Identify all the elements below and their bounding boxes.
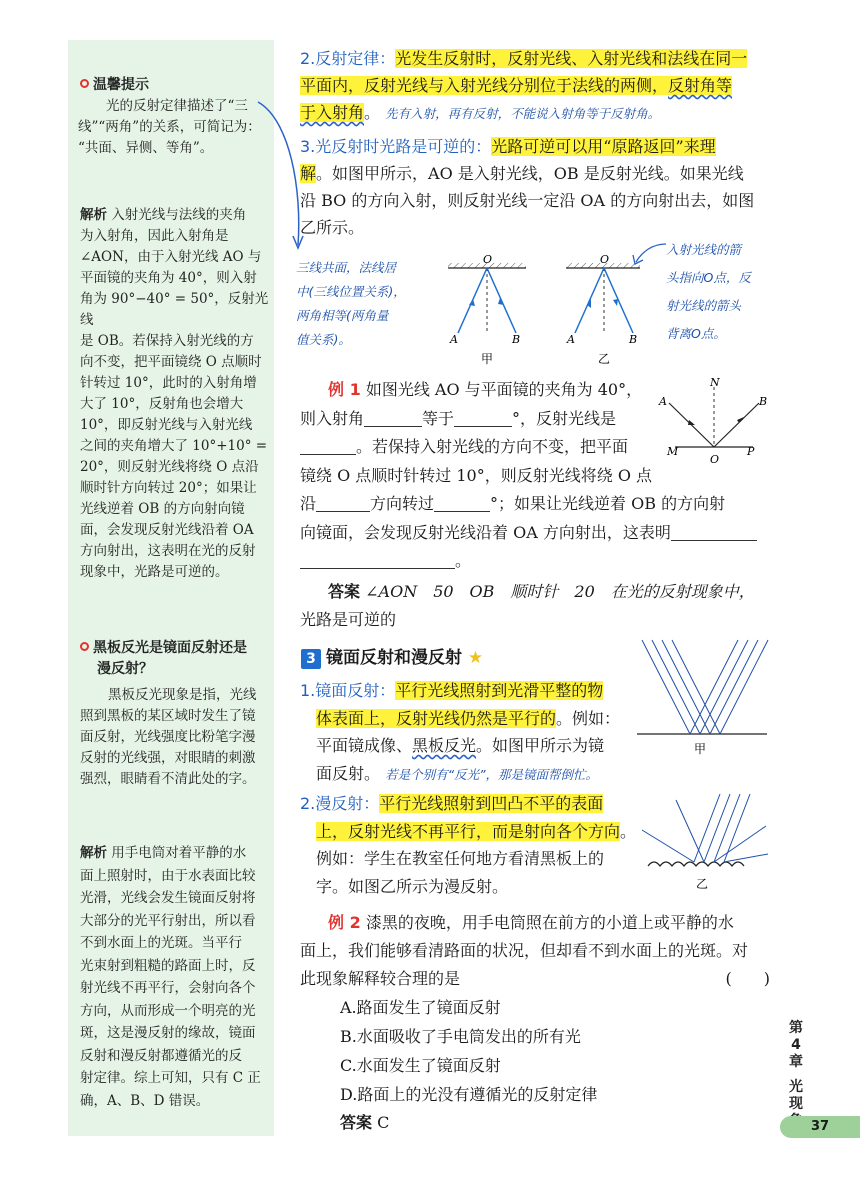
answer-blank[interactable] (364, 409, 422, 427)
bullet-icon (80, 642, 89, 651)
diffuse-text: 例如：学生在教室任何地方看清黑板上的 (316, 849, 605, 868)
example1-text: 镜绕 O 点顺时针转过 10°，则反射光线将绕 O 点 (300, 465, 653, 485)
tip2-line: 强烈，眼睛看不清此处的字。 (80, 771, 256, 787)
note-line: 三线共面，法线居 (296, 260, 397, 275)
analysis-line: 用手电筒对着平静的水 (111, 845, 247, 861)
reflection-figures (440, 253, 640, 368)
tip-line: “共面、异侧、等角”。 (78, 140, 214, 156)
example2-block (300, 909, 770, 1137)
example1-text: 方向转过 (370, 494, 435, 513)
law3-number: 3.光反射时光路是可逆的： (300, 137, 492, 156)
analysis-line: 大了 10°，反射角也会增大 (80, 396, 244, 412)
tip2-body (80, 685, 275, 790)
tip-body (78, 96, 273, 159)
ray-ob (714, 403, 759, 447)
arrow-icon (613, 299, 618, 306)
arrow-icon (737, 417, 744, 423)
analysis-line: 10°，即反射光线与入射光线 (80, 417, 253, 433)
answer-text: C (377, 1113, 390, 1132)
arrow-icon (688, 420, 695, 425)
analysis-line: 射定律。综上可知，只有 C 正 (80, 1070, 261, 1086)
chapter-char: 光 (789, 1079, 803, 1095)
diffuse-highlight: 平行光线照射到凹凸不平的表面 (379, 794, 604, 813)
rough-surface (648, 862, 744, 866)
tip2-line: 黑板反光现象是指，光线 (108, 687, 257, 703)
option-a[interactable]: A.路面发生了镜面反射 (340, 998, 501, 1017)
figure-caption-jia: 甲 (694, 742, 707, 756)
law3-text: 乙所示。 (300, 218, 365, 237)
law2-highlight: 光发生反射时，反射光线、入射光线和法线在同一 (395, 49, 748, 68)
diffuse-text: 字。如图乙所示为漫反射。 (316, 876, 509, 896)
mirror-text: 平面镜成像、 (316, 736, 413, 755)
label-o: O (710, 453, 720, 466)
chapter-char: 4 (791, 1037, 801, 1053)
section-title: 镜面反射和漫反射 (326, 648, 462, 668)
figure-caption-yi: 乙 (696, 877, 709, 891)
law2-handwritten-note: 先有入射，再有反射，不能说入射角等于反射角。 (385, 106, 661, 121)
law3-highlight: 光路可逆可以用“原路返回”来理 (491, 137, 716, 156)
tip2-line: 面反射，光线强度比粉笔字漫 (80, 729, 256, 745)
answer-label: 答案 (328, 582, 361, 601)
tip2-line: 照到黑板的某区域时发生了镜 (80, 708, 256, 724)
law3-highlight: 解 (300, 164, 317, 183)
answer-blank[interactable] (454, 409, 512, 427)
example1-text: 。 (455, 551, 472, 570)
example1-text: 如图光线 AO 与平面镜的夹角为 40°， (365, 380, 643, 399)
law2-highlight: 反射角等 (668, 76, 733, 95)
example1-text: 则入射角 (300, 408, 365, 428)
analysis-line: 斑，这是漫反射的缘故，镜面 (80, 1025, 256, 1041)
analysis-line: 面上照射时，由于水表面比较 (80, 867, 256, 884)
example2-label: 例 2 (328, 913, 361, 932)
mirror-text: 面反射。 (316, 763, 381, 783)
analysis-line: 大部分的光平行射出，所以看 (80, 912, 256, 929)
diffuse-highlight: 上，反射光线不再平行，而是射向各个方向 (316, 821, 621, 841)
answer-blank[interactable] (300, 437, 356, 455)
analysis-line: 角为 90°−40° = 50°，反射光线 (80, 291, 269, 328)
scattered-rays (642, 794, 768, 862)
answer-text: 光路是可逆的 (300, 610, 397, 629)
tip2-title: 黑板反光是镜面反射还是 (93, 640, 247, 656)
chapter-char: 章 (789, 1054, 803, 1070)
answer-text: ∠AON 50 OB 顺时针 20 在光的反射现象中， (365, 582, 755, 601)
answer-blank[interactable] (300, 551, 455, 569)
analysis-line: ∠AON，由于入射光线 AO 与 (80, 249, 262, 265)
mirror-highlight: 体表面上，反射光线仍然是平行的 (316, 708, 557, 728)
example1-figure (655, 375, 770, 475)
analysis-line: 平面镜的夹角为 40°，则入射 (80, 270, 257, 286)
example1-text: 等于 (422, 408, 455, 428)
section-number: 3 (301, 649, 321, 669)
law3-text: 。如图甲所示，AO 是入射光线，OB 是反射光线。如果光线 (316, 164, 744, 183)
analysis-line: 光束射到粗糙的路面上时，反 (80, 957, 256, 974)
law2-block (300, 45, 770, 127)
label-m: M (667, 445, 679, 458)
incident-ray (604, 268, 633, 333)
example1-text: 沿 (300, 494, 317, 513)
option-b[interactable]: B.水面吸收了手电筒发出的所有光 (340, 1027, 581, 1046)
label-a: A (567, 333, 575, 346)
analysis-line: 是 OB。若保持入射光线的方 (80, 333, 254, 349)
example1-text: 向镜面，会发现反射光线沿着 OA 方向射出，这表明 (300, 522, 671, 542)
mirror-number: 1.镜面反射： (300, 681, 396, 700)
analysis-line: 光线逆着 OB 的方向射向镜 (80, 501, 245, 517)
analysis-line: 不到水面上的光斑。当平行 (80, 935, 242, 951)
law3-text: 沿 BO 的方向入射，则反射光线一定沿 OA 的方向射出去，如图 (300, 191, 755, 210)
answer-paren[interactable]: ( ) (725, 969, 770, 988)
tip2-title: 漫反射？ (97, 661, 153, 677)
star-icon: ★ (467, 648, 484, 668)
option-d[interactable]: D.路面上的光没有遵循光的反射定律 (340, 1085, 598, 1104)
analysis-line: 确，A、B、D 错误。 (80, 1092, 210, 1109)
mirror-text: 。例如： (556, 708, 621, 728)
answer-blank[interactable] (316, 494, 370, 512)
mirror-reflection-block (300, 677, 640, 788)
page-number: 37 (780, 1116, 860, 1138)
label-b: B (629, 333, 638, 346)
diffuse-text: 。 (620, 821, 637, 841)
analysis-line: 为入射角，因此入射角是 (80, 228, 229, 244)
law3-block (300, 133, 770, 241)
mirror-text: 。如图甲所示为镜 (476, 736, 605, 755)
figure-caption-yi: 乙 (598, 352, 611, 366)
tip-line: 线”“两角”的关系，可简记为： (78, 119, 261, 135)
analysis-label: 解析 (80, 845, 107, 861)
right-handwritten-note (666, 236, 776, 348)
answer1-block (300, 578, 770, 634)
analysis-line: 顺时针方向转过 20°；如果让 (80, 480, 257, 496)
label-b: B (759, 395, 768, 408)
analysis-line: 之间的夹角增大了 10°+10° = (80, 438, 268, 454)
bullet-icon (80, 79, 89, 88)
diffuse-number: 2.漫反射： (300, 794, 380, 813)
note-line: 背离O点。 (666, 326, 726, 341)
example1-label: 例 1 (328, 380, 361, 399)
parallel-rays (642, 640, 768, 734)
analysis-line: 射光线不再平行，会射向各个 (80, 980, 256, 996)
note-line: 头指向O点，反 (666, 270, 751, 285)
analysis-2 (80, 842, 275, 1112)
mirror-handwritten-note: 若是个别有“反光”，那是镜面帮倒忙。 (385, 766, 599, 782)
answer-label: 答案 (340, 1113, 373, 1132)
label-n: N (710, 376, 720, 389)
chapter-char: 第 (789, 1020, 803, 1036)
law2-text: 。 (364, 103, 381, 122)
tip-heading (80, 74, 149, 94)
example2-text: 漆黑的夜晚，用手电筒照在前方的小道上或平静的水 (365, 913, 734, 932)
example1-text: °，反射光线是 (512, 408, 617, 428)
analysis-line: 20°，则反射光线将绕 O 点沿 (80, 459, 259, 475)
note-line: 值关系)。 (296, 332, 351, 347)
analysis-line: 面，会发现反射光线沿着 OA (80, 522, 254, 538)
answer-blank[interactable] (434, 494, 490, 512)
analysis-line: 光滑，光线会发生镜面反射将 (80, 890, 256, 906)
diffuse-reflection-block (300, 790, 640, 900)
specular-figure (632, 638, 772, 758)
analysis-line: 方向，从而形成一个明亮的光 (80, 1002, 256, 1019)
analysis-label: 解析 (80, 207, 107, 223)
example2-text: 面上，我们能够看清路面的状况，但却看不到水面上的光斑。对 (300, 941, 749, 960)
mirror-highlight: 平行光线照射到光滑平整的物 (395, 681, 604, 700)
analysis-line: 反射和漫反射都遵循光的反 (80, 1047, 242, 1064)
example1-text: °；如果让光线逆着 OB 的方向射 (490, 494, 726, 513)
reflected-ray (575, 268, 604, 333)
note-line: 两角相等(两角量 (296, 308, 389, 323)
analysis-line: 向不变，把平面镜绕 O 点顺时 (80, 354, 262, 370)
law2-number: 2.反射定律： (300, 49, 396, 68)
diffuse-figure (640, 792, 772, 892)
section3-heading (301, 643, 483, 669)
label-a: A (659, 395, 667, 408)
mirror-text: 黑板反光 (412, 736, 477, 755)
answer-blank[interactable] (671, 523, 757, 541)
chapter-label (784, 1020, 808, 1130)
tip2-heading (80, 638, 247, 680)
label-p: P (747, 445, 755, 458)
label-o: O (483, 253, 493, 266)
example1-text: 。若保持入射光线的方向不变，把平面 (356, 437, 629, 456)
label-a: A (450, 333, 458, 346)
option-c[interactable]: C.水面发生了镜面反射 (340, 1056, 501, 1075)
example2-text: 此现象解释较合理的是 (300, 969, 461, 988)
analysis-line: 现象中，光路是可逆的。 (80, 564, 229, 580)
reflected-ray (487, 268, 516, 333)
tip-line: 光的反射定律描述了“三 (106, 98, 248, 114)
note-line: 中(三线位置关系)， (296, 284, 406, 299)
tip2-line: 反射的光线强，对眼睛的刺激 (80, 750, 256, 766)
analysis-1 (80, 205, 275, 583)
note-line: 射光线的箭头 (666, 298, 742, 313)
figure-caption-jia: 甲 (481, 352, 494, 366)
label-o: O (600, 253, 610, 266)
law2-highlight: 平面内，反射光线与入射光线分别位于法线的两侧， (300, 76, 669, 95)
options-list (300, 993, 770, 1109)
left-handwritten-note (296, 256, 436, 352)
note-line: 入射光线的箭 (666, 242, 742, 257)
analysis-line: 入射光线与法线的夹角 (111, 207, 247, 223)
analysis-line: 针转过 10°，此时的入射角增 (80, 375, 257, 391)
analysis-line: 方向射出，这表明在光的反射 (80, 543, 256, 559)
tip-title: 温馨提示 (93, 77, 149, 93)
label-b: B (512, 333, 521, 346)
law2-highlight: 于入射角 (300, 103, 365, 122)
chapter-char: 现 (789, 1096, 803, 1112)
